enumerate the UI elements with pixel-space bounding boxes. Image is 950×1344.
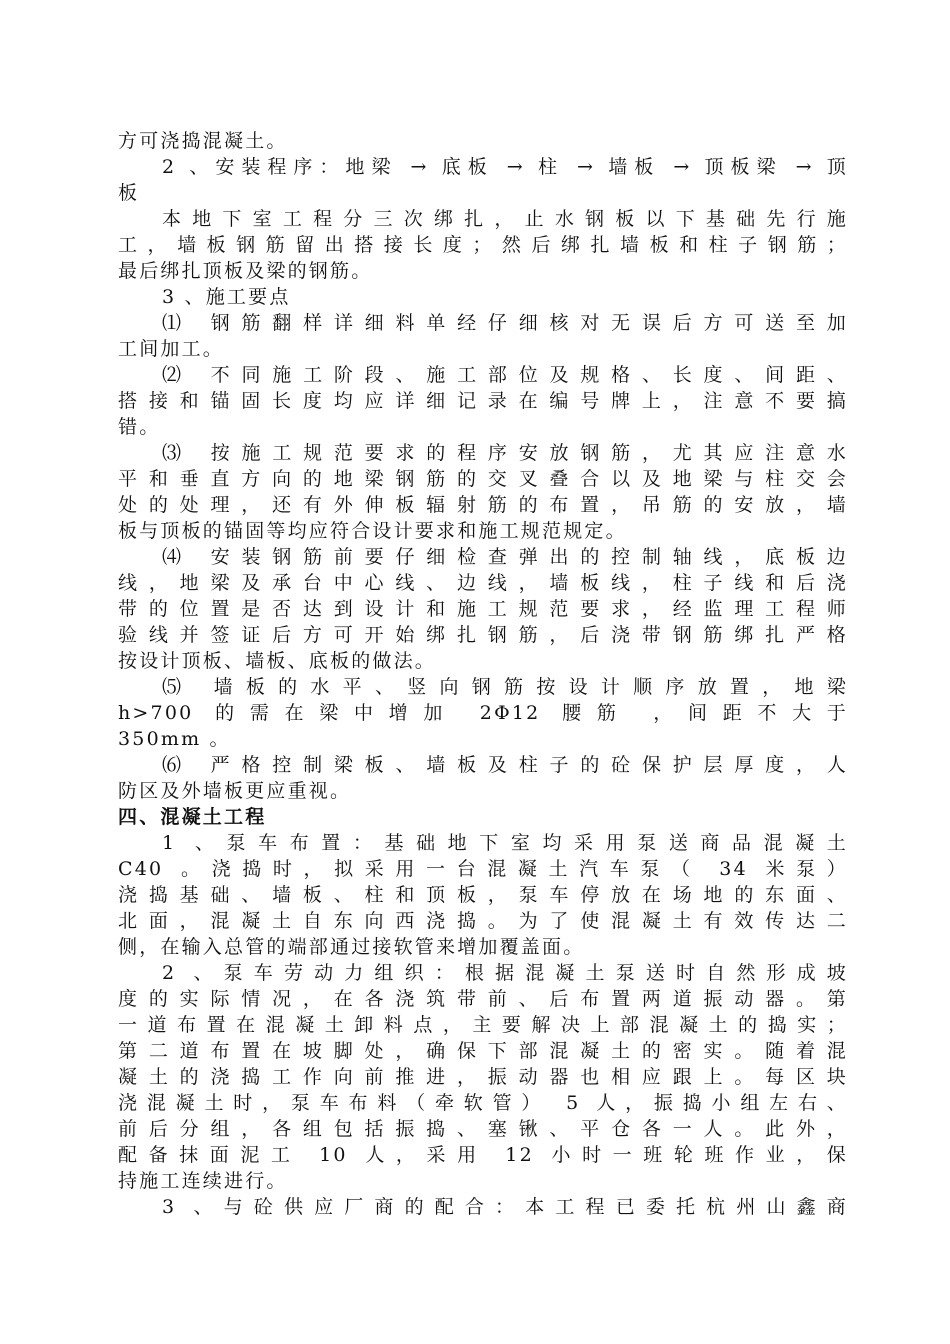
text-line: 侧，在输入总管的端部通过接软管来增加覆盖面。 xyxy=(118,936,585,958)
text-line: 搭接和锚固长度均应详细记录在编号牌上，注意不要搞 xyxy=(118,390,848,412)
text-line: 方可浇捣混凝土。 xyxy=(118,130,288,152)
text-line: 本地下室工程分三次绑扎，止水钢板以下基础先行施 xyxy=(162,208,848,230)
text-line: 错。 xyxy=(118,416,161,438)
text-line: 按设计顶板、墙板、底板的做法。 xyxy=(118,650,437,672)
text-line: 3 、施工要点 xyxy=(162,286,291,308)
text-line: ⑷ 安装钢筋前要仔细检查弹出的控制轴线，底板边 xyxy=(162,546,848,568)
text-line: 浇混凝土时，泵车布料（牵软管） 5 人，振捣小组左右、 xyxy=(118,1092,848,1114)
text-line: 度的实际情况，在各浇筑带前、后布置两道振动器。第 xyxy=(118,988,848,1010)
text-line: C40 。浇捣时，拟采用一台混凝土汽车泵（ 34 米泵） xyxy=(118,858,848,880)
text-line: 带的位置是否达到设计和施工规范要求，经监理工程师 xyxy=(118,598,848,620)
text-line: 一道布置在混凝土卸料点，主要解决上部混凝土的捣实； xyxy=(118,1014,848,1036)
text-line: 工，墙板钢筋留出搭接长度；然后绑扎墙板和柱子钢筋； xyxy=(118,234,848,256)
text-line: 第二道布置在坡脚处，确保下部混凝土的密实。随着混 xyxy=(118,1040,848,1062)
text-line: 板 xyxy=(118,182,140,204)
text-line: 板与顶板的锚固等均应符合设计要求和施工规范规定。 xyxy=(118,520,627,542)
text-line: h>700 的需在梁中增加 2Φ12 腰筋 ，间距不大于 xyxy=(118,702,848,724)
text-line: 3 、与砼供应厂商的配合：本工程已委托杭州山鑫商 xyxy=(162,1196,848,1218)
text-line: 北面，混凝土自东向西浇捣。为了使混凝土有效传达二 xyxy=(118,910,848,932)
text-line: 工间加工。 xyxy=(118,338,225,360)
text-line: 前后分组，各组包括振捣、塞锹、平仓各一人。此外， xyxy=(118,1118,848,1140)
text-line: ⑴ 钢筋翻样详细料单经仔细核对无误后方可送至加 xyxy=(162,312,848,334)
body-text xyxy=(118,128,848,1220)
text-line: 2 、泵车劳动力组织：根据混凝土泵送时自然形成坡 xyxy=(162,962,848,984)
text-line: 持施工连续进行。 xyxy=(118,1170,288,1192)
text-line: 2 、安装程序：地梁 → 底板 → 柱 → 墙板 → 顶板梁 → 顶 xyxy=(162,156,848,178)
text-line: 配备抹面泥工 10 人，采用 12 小时一班轮班作业，保 xyxy=(118,1144,848,1166)
text-line: 防区及外墙板更应重视。 xyxy=(118,780,352,802)
text-line: 350mm 。 xyxy=(118,728,231,750)
text-line: 处的处理，还有外伸板辐射筋的布置，吊筋的安放，墙 xyxy=(118,494,848,516)
section-heading: 四、混凝土工程 xyxy=(118,806,267,828)
text-line: ⑸ 墙板的水平、竖向钢筋按设计顺序放置，地梁 xyxy=(162,676,848,698)
text-line: 浇捣基础、墙板、柱和顶板，泵车停放在场地的东面、 xyxy=(118,884,848,906)
text-line: 线，地梁及承台中心线、边线，墙板线，柱子线和后浇 xyxy=(118,572,848,594)
text-line: ⑵ 不同施工阶段、施工部位及规格、长度、间距、 xyxy=(162,364,848,386)
text-line: 最后绑扎顶板及梁的钢筋。 xyxy=(118,260,373,282)
text-line: ⑶ 按施工规范要求的程序安放钢筋，尤其应注意水 xyxy=(162,442,848,464)
text-line: 平和垂直方向的地梁钢筋的交叉叠合以及地梁与柱交会 xyxy=(118,468,848,490)
text-line: 验线并签证后方可开始绑扎钢筋，后浇带钢筋绑扎严格 xyxy=(118,624,848,646)
text-line: 凝土的浇捣工作向前推进，振动器也相应跟上。每区块 xyxy=(118,1066,848,1088)
text-line: ⑹ 严格控制梁板、墙板及柱子的砼保护层厚度，人 xyxy=(162,754,848,776)
text-line: 1 、泵车布置：基础地下室均采用泵送商品混凝土 xyxy=(162,832,848,854)
